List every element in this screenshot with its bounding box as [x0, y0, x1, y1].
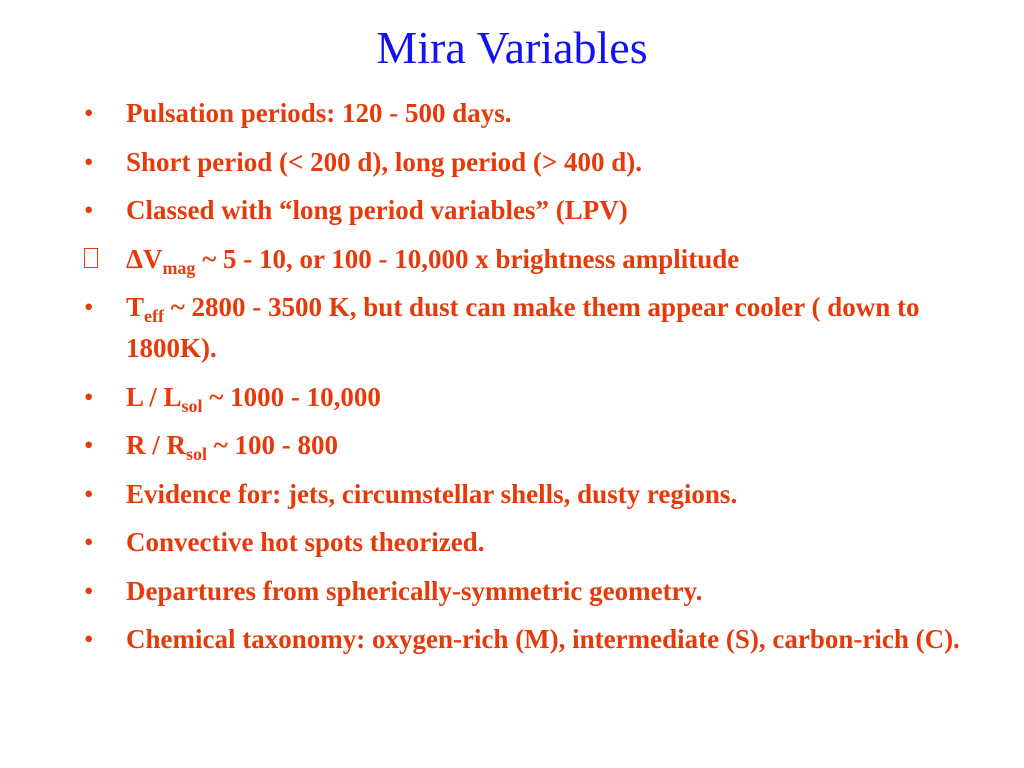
bullet-dot-icon: •: [84, 575, 94, 606]
bullet-dot-icon: •: [84, 381, 94, 412]
bullet-text: ~ 1000 - 10,000: [202, 381, 381, 412]
bullet-text: Convective hot spots theorized.: [126, 527, 485, 557]
bullet-item-delta-vmag: [84, 239, 964, 280]
bullet-dot-icon: •: [84, 430, 94, 460]
bullet-item-lpv-class: [84, 190, 964, 231]
bullet-text: ~ 5 - 10, or 100 - 10,000 x brightness amplitude: [195, 243, 740, 274]
bullet-dot-icon: •: [84, 624, 94, 654]
bullet-list: [84, 93, 964, 668]
bullet-dot-icon: •: [84, 195, 94, 225]
bullet-text: Evidence for: jets, circumstellar shells, dusty regions.: [126, 478, 738, 509]
variable-subscript: mag: [162, 257, 196, 278]
bullet-dot-icon: •: [84, 478, 94, 509]
missing-glyph-box-icon: [84, 248, 98, 268]
variable-subscript: eff: [144, 306, 164, 326]
bullet-text: ~ 100 - 800: [207, 430, 339, 460]
variable-subscript: sol: [181, 395, 203, 416]
variable-base: R / R: [126, 430, 186, 460]
bullet-text: Departures from spherically-symmetric geometry.: [126, 575, 703, 606]
bullet-item-teff: [84, 287, 964, 369]
slide-title: Mira Variables: [376, 22, 648, 73]
bullet-dot-icon: •: [84, 292, 94, 322]
variable-subscript: sol: [186, 444, 208, 464]
variable-base: V: [142, 243, 163, 274]
bullet-dot-icon: •: [84, 146, 94, 177]
bullet-item-pulsation-periods: [84, 93, 964, 134]
bullet-dot-icon: •: [84, 98, 94, 128]
bullet-item-short-long-period: [84, 142, 964, 183]
bullet-dot-icon: •: [84, 527, 94, 557]
bullet-item-taxonomy: [84, 619, 964, 660]
bullet-text: Chemical taxonomy: oxygen-rich (M), intermediate (S), carbon-rich (C).: [126, 624, 960, 654]
bullet-item-luminosity: [84, 377, 964, 418]
bullet-text: Classed with “long period variables” (LPV): [126, 195, 628, 225]
bullet-item-hot-spots: [84, 522, 964, 563]
bullet-text: ~ 2800 - 3500 K, but dust can make them appear cooler ( down to 1800K).: [126, 292, 920, 363]
bullet-item-geometry: [84, 571, 964, 612]
bullet-text: Pulsation periods: 120 - 500 days.: [126, 98, 512, 128]
bullet-text: Short period (< 200 d), long period (> 400 d).: [126, 146, 643, 177]
variable-base: T: [126, 292, 145, 322]
variable-base: L / L: [126, 381, 182, 412]
bullet-item-radius: [84, 425, 964, 466]
bullet-item-evidence: [84, 474, 964, 515]
delta-symbol: Δ: [126, 243, 143, 274]
